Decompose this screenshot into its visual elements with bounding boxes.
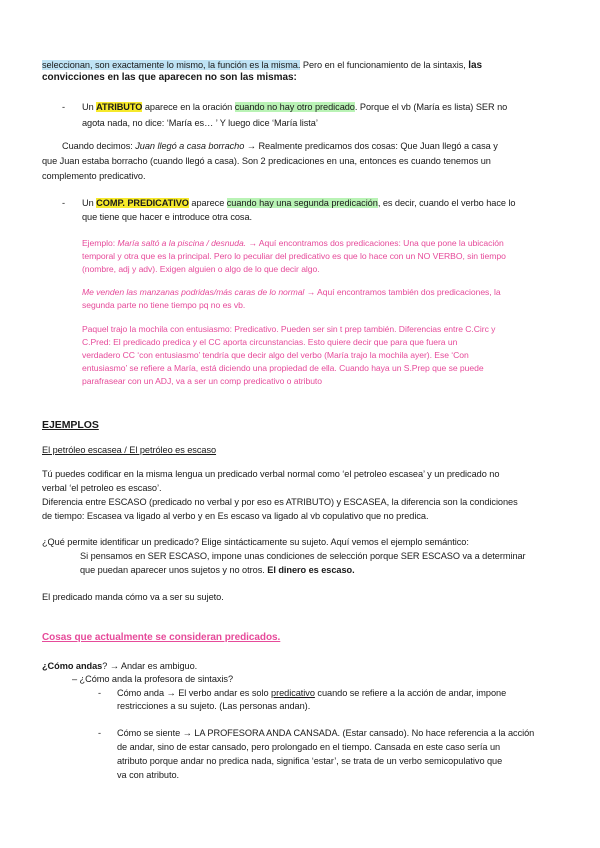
intro-text: Pero en el funcionamiento de la sintaxis, <box>300 60 469 70</box>
example-italic: Me venden las manzanas podridas/más caras de lo normal <box>82 287 305 297</box>
highlight-blue-text: seleccionan, son exactamente lo mismo, la función es la misma. <box>42 60 301 70</box>
cosas-b2-line-3: atributo porque andar no predica nada, significa ‘estar’, se trata de un verbo semicopulativo que <box>117 756 503 766</box>
cuando-line-2: que Juan estaba borracho (cuando llegó a casa). Son 2 predicaciones en una, entonces es cuando tenemos un <box>42 156 491 166</box>
text: cuando se refiere a la acción de andar, impone <box>314 688 507 698</box>
cosas-b2-line-4: va con atributo. <box>117 770 180 780</box>
pink3-line-3: verdadero CC ‘con entusiasmo’ tendría que decir algo del verbo (María trajo la mochila ayer). Ese ‘Con <box>82 350 469 360</box>
comp-line-2: que tiene que hacer e introduce otra cosa. <box>82 212 253 222</box>
ejemplos-p1-line-1: Tú puedes codificar en la misma lengua un predicado verbal normal como ‘el petroleo escasea’ y un predicado no <box>42 469 500 479</box>
text: ? → Andar es ambiguo. <box>102 661 198 671</box>
highlight-green-text: cuando no hay otro predicado <box>234 102 355 112</box>
text: . Porque el vb (María es lista) SER no <box>354 102 508 112</box>
text: , es decir, cuando el verbo hace lo <box>377 198 516 208</box>
text: aparece <box>188 198 227 208</box>
text: aparece en la oración <box>142 102 235 112</box>
example-italic: Juan llegó a casa borracho <box>135 141 245 151</box>
text: que puedan aparecer unos sujetos y no otros. <box>80 565 268 575</box>
cuando-line-1 <box>62 140 498 152</box>
section-title-ejemplos: EJEMPLOS <box>42 419 99 431</box>
intro-bold: las <box>468 60 483 71</box>
pink1-line-1 <box>82 237 504 249</box>
ejemplos-p2-line-1: ¿Qué permite identificar un predicado? Elige sintácticamente su sujeto. Aquí vemos el ejemplo semántico: <box>42 537 469 547</box>
intro-line-2: convicciones en las que aparecen no son las mismas: <box>42 72 297 83</box>
ejemplos-subtitle: El petróleo escasea / El petróleo es escaso <box>42 445 217 455</box>
ejemplos-p3: El predicado manda cómo va a ser su sujeto. <box>42 592 224 602</box>
cosas-b1-line-2: restricciones a su sujeto. (Las personas andan). <box>117 701 311 711</box>
text: Cómo anda → El verbo andar es solo <box>117 688 272 698</box>
example-italic: María saltó a la piscina / desnuda. <box>117 238 247 248</box>
pink2-line-2: segunda parte no tiene tiempo pq no es vb. <box>82 300 246 310</box>
atributo-line-1 <box>82 101 507 113</box>
ejemplos-p1-line-3: Diferencia entre ESCASO (predicado no verbal y por eso es ATRIBUTO) y ESCASEA, la diferencia son la condiciones <box>42 497 518 507</box>
bullet-dash: - <box>62 102 66 112</box>
cosas-question <box>42 660 197 672</box>
atributo-line-2: agota nada, no dice: ‘María es… ’ Y luego dice ‘María lista’ <box>82 118 318 128</box>
pink1-line-2: temporal y otra que es la principal. Pero lo peculiar del predicativo es que lo hace con un NO VERBO, sin tiempo <box>82 251 506 261</box>
ejemplos-p1-line-4: de tiempo: Escasea va ligado al verbo y en Es escaso va ligado al vb copulativo que no predica. <box>42 511 429 521</box>
question-bold: ¿Cómo andas <box>42 661 103 671</box>
comp-line-1 <box>82 197 516 209</box>
term-comp-predicativo: COMP. PREDICATIVO <box>96 198 189 208</box>
pink1-line-3: (nombre, adj y adv). Exigen alguien o algo de lo que decir algo. <box>82 264 320 274</box>
cuando-line-3: complemento predicativo. <box>42 171 146 181</box>
cosas-b2-line-1: Cómo se siente → LA PROFESORA ANDA CANSADA. (Estar cansado). No hace referencia a la acción <box>117 728 535 738</box>
ejemplos-p1-line-2: verbal ‘el petroleo es escaso’. <box>42 483 162 493</box>
cosas-b1-line-1 <box>117 687 506 699</box>
text: Ejemplo: <box>82 238 118 248</box>
pink3-line-1: Paquel trajo la mochila con entusiasmo: Predicativo. Pueden ser sin t prep también. Diferencias entre C.Circ y <box>82 324 496 334</box>
text: Un <box>82 102 97 112</box>
text: Cuando decimos: <box>62 141 136 151</box>
pink3-line-5: parafrasear con un ADJ, va a ser un comp predicativo o atributo <box>82 376 322 386</box>
cosas-b2-line-2: de andar, sino de estar cansado, pero prolongado en el tiempo. Cansada en este caso sería un <box>117 742 501 752</box>
section-title-cosas: Cosas que actualmente se consideran predicados. <box>42 632 281 643</box>
example-bold: El dinero es escaso. <box>267 565 355 575</box>
bullet-dash: - <box>62 198 66 208</box>
underlined-term: predicativo <box>271 688 315 698</box>
pink2-line-1 <box>82 286 501 298</box>
ejemplos-p2-line-3 <box>80 564 355 576</box>
term-atributo: ATRIBUTO <box>96 102 143 112</box>
cosas-subquestion: – ¿Cómo anda la profesora de sintaxis? <box>72 674 234 684</box>
bullet-dash: - <box>98 688 102 698</box>
pink3-line-2: C.Pred: El predicado predica y el CC aporta circunstancias. Esto quiere decir que para que fuera un <box>82 337 458 347</box>
text: → Aquí encontramos dos predicaciones: Una que pone la ubicación <box>246 238 504 248</box>
highlight-green-text: cuando hay una segunda predicación <box>226 198 378 208</box>
intro-line-1 <box>42 59 482 72</box>
text: Un <box>82 198 97 208</box>
ejemplos-p2-line-2: Si pensamos en SER ESCASO, impone unas condiciones de selección porque SER ESCASO va a determinar <box>80 551 526 561</box>
bullet-dash: - <box>98 728 102 738</box>
text: → Realmente predicamos dos cosas: Que Juan llegó a casa y <box>244 141 498 151</box>
text: → Aquí encontramos también dos predicaciones, la <box>304 287 501 297</box>
pink3-line-4: entusiasmo’ se refiere a María, está diciendo una propiedad de ella. Cuando haya un S.Prep que se puede <box>82 363 484 373</box>
